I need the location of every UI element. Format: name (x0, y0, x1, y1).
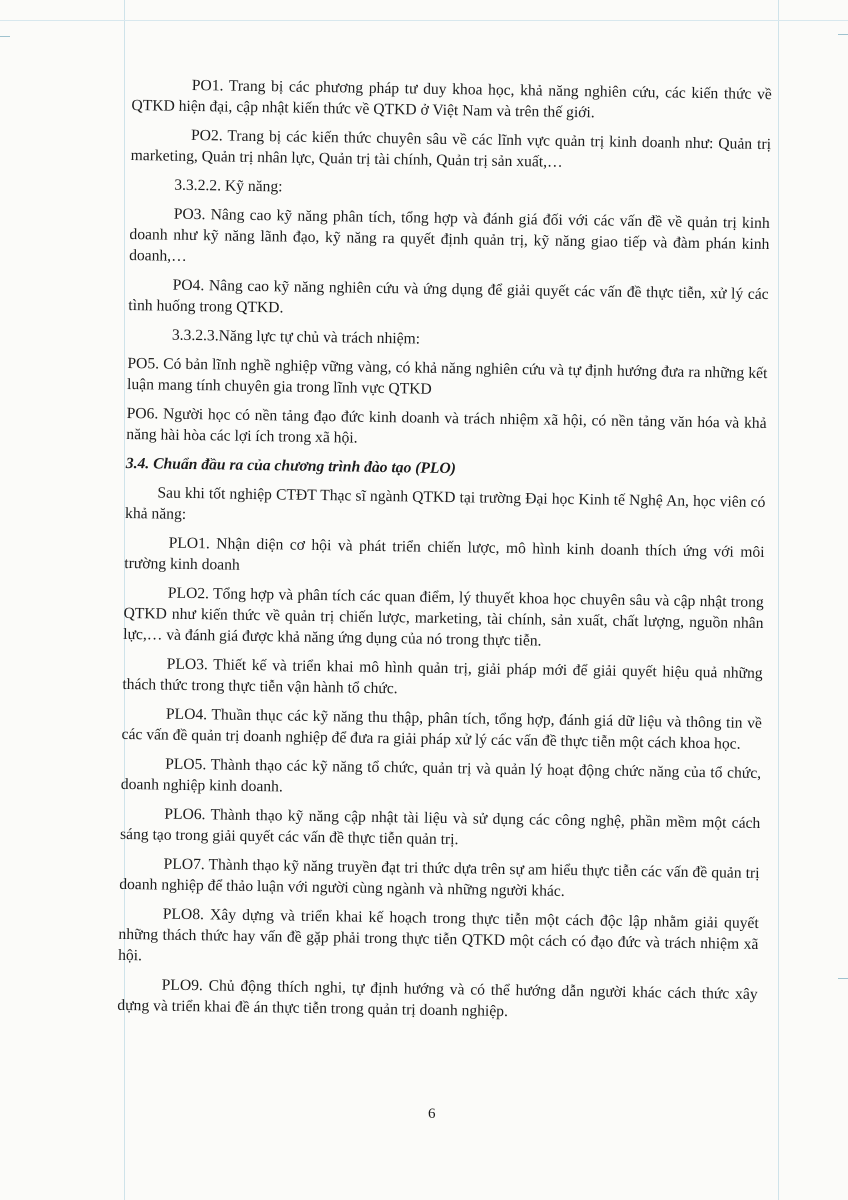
objective-po1: PO1. Trang bị các phương pháp tư duy khoa học, khả năng nghiên cứu, các kiến thức về QTKD hiện đại, cập nhật kiến thức về QTKD ở Việt Nam và trên thế giới. (131, 76, 772, 122)
scan-guide-line (0, 20, 848, 21)
plo-item: PLO8. Xây dựng và triển khai kế hoạch trong thực tiễn một cách độc lập nhằm giải quyết những thách thức hay vấn đề gặp phải trong thực tiễn QTKD một cách có đạo đức và trách nhiệm xã hội. (118, 905, 759, 965)
plo-item: PLO3. Thiết kế và triển khai mô hình quản trị, giải pháp mới để giải quyết hiệu quả những thách thức trong thực tiễn vận hành tổ chức. (122, 655, 763, 698)
section-title: 3.4. Chuẩn đầu ra của chương trình đào tạo (PLO) (125, 454, 457, 478)
scan-guide-line (778, 0, 779, 1200)
plo-item: PLO1. Nhận diện cơ hội và phát triển chiến lược, mô hình kinh doanh thích ứng với môi trường kinh doanh (124, 534, 765, 574)
plo-item: PLO5. Thành thạo các kỹ năng tổ chức, quản trị và quản lý hoạt động chức năng của tổ chức, doanh nghiệp kinh doanh. (120, 755, 762, 796)
plo-item: PLO6. Thành thạo kỹ năng cập nhật tài liệu và sử dụng các công nghệ, phần mềm một cách sáng tạo trong giải quyết các vấn đề thực tiễn quản trị. (119, 805, 761, 849)
page-number: 6 (428, 1106, 436, 1122)
plo-item: PLO4. Thuần thục các kỹ năng thu thập, phân tích, tổng hợp, đánh giá dữ liệu và thông tin về các vấn đề quản trị doanh nghiệp để đưa ra giải pháp xử lý các vấn đề thực tiễn một cách khoa học. (121, 705, 763, 753)
intro-paragraph: Sau khi tốt nghiệp CTĐT Thạc sĩ ngành QTKD tại trường Đại học Kinh tế Nghệ An, học viên có khả năng: (124, 484, 766, 523)
plo-item: PLO7. Thành thạo kỹ năng truyền đạt tri thức dựa trên sự am hiểu thực tiễn các vấn đề quản trị doanh nghiệp để thảo luận với người cùng ngành và những người khác. (119, 855, 760, 900)
plo-item: PLO9. Chủ động thích nghi, tự định hướng và có thể hướng dẫn người khác cách thức xây dựng và triển khai đề án thực tiễn trong quản trị doanh nghiệp. (117, 976, 758, 1021)
scan-edge-tick (838, 978, 848, 979)
plo-item: PLO2. Tổng hợp và phân tích các quan điểm, lý thuyết khoa học chuyên sâu và cập nhật trong QTKD như kiến thức về quản trị chiến lược, marketing, tài chính, sản xuất, chất lượng, nguồn nhân lực,… và đánh giá được khả năng ứng dụng của nó trong thực tiễn. (123, 584, 764, 650)
objective-po2: PO2. Trang bị các kiến thức chuyên sâu về các lĩnh vực quản trị kinh doanh như: Quản trị marketing, Quản trị nhân lực, Quản trị tài chính, Quản trị sản xuất,… (130, 126, 772, 171)
scan-edge-tick (838, 34, 848, 35)
subsection-heading-autonomy: 3.3.2.3.Năng lực tự chủ và trách nhiệm: (171, 326, 421, 348)
objective-po5: PO5. Có bản lĩnh nghề nghiệp vững vàng, có khả năng nghiên cứu và tự định hướng đưa ra những kết luận mang tính chuyên gia trong lĩnh vực QTKD (126, 354, 768, 398)
scan-edge-tick (0, 36, 10, 37)
objective-po4: PO4. Nâng cao kỹ năng nghiên cứu và ứng dụng để giải quyết các vấn đề thực tiễn, xử lý các tình huống trong QTKD. (128, 276, 769, 317)
objective-po6: PO6. Người học có nền tảng đạo đức kinh doanh và trách nhiệm xã hội, có nền tảng văn hóa và khả năng hài hòa các lợi ích trong xã hội. (126, 404, 767, 447)
subsection-heading-skills: 3.3.2.2. Kỹ năng: (174, 176, 283, 196)
objective-po3: PO3. Nâng cao kỹ năng phân tích, tổng hợp và đánh giá đối với các vấn đề về quản trị kinh doanh như kỹ năng lãnh đạo, kỹ năng ra quyết định quản trị, kỹ năng giao tiếp và đàm phán kinh doanh,… (129, 205, 770, 265)
document-body (117, 74, 772, 1034)
